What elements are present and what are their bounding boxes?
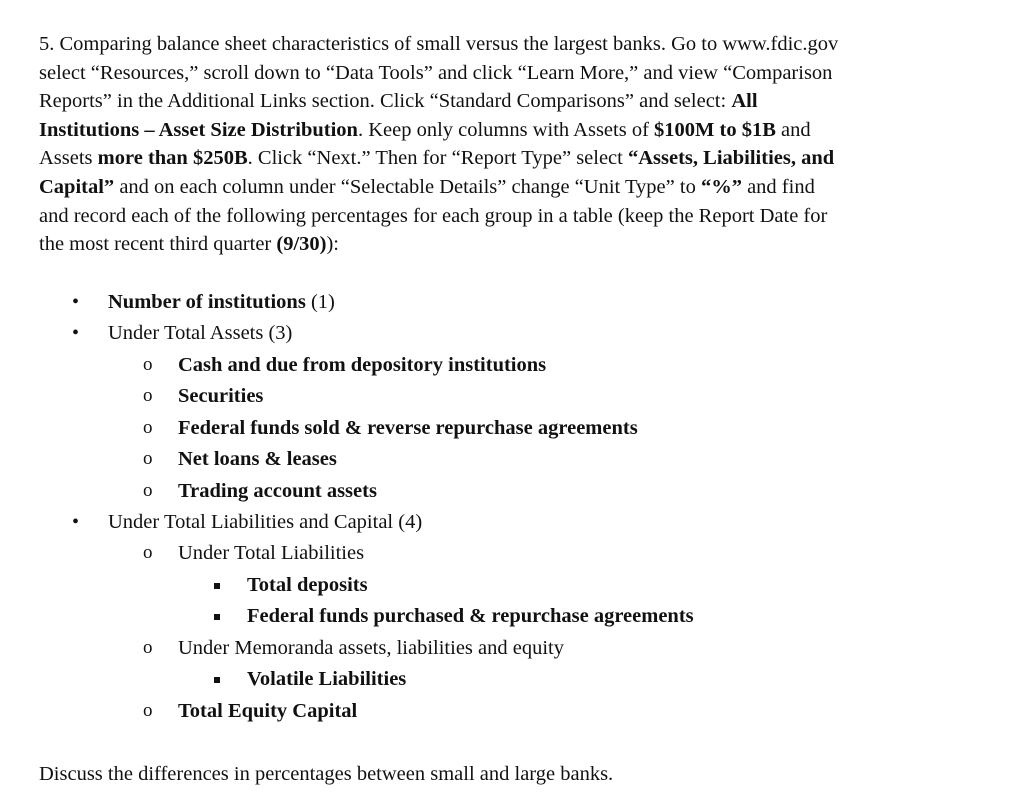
bold-text: Institutions – Asset Size Distribution (39, 118, 358, 141)
list-item-memoranda: Under Memoranda assets, liabilities and equity (178, 637, 564, 659)
text-run: and (775, 118, 811, 141)
text-run: ): (326, 233, 340, 256)
paragraph-line (39, 202, 999, 231)
list-item-total-deposits: Total deposits (247, 574, 368, 596)
list-item-liabilities-capital: Under Total Liabilities and Capital (4) (108, 511, 423, 533)
bold-text: more than $250B (97, 147, 248, 170)
text-run: . Click “Next.” Then for “Report Type” select (247, 147, 628, 170)
list-item-securities: Securities (178, 385, 264, 407)
square-marker (214, 614, 220, 620)
bullet-marker: • (72, 511, 80, 533)
list-item-volatile-liabilities: Volatile Liabilities (247, 668, 407, 690)
text-run: and on each column under “Selectable Details” change “Unit Type” to (114, 175, 701, 198)
text-run: select “Resources,” scroll down to “Data Tools” and click “Learn More,” and view “Comparison (39, 61, 833, 84)
bold-text: All (731, 90, 758, 113)
bold-text: “%” (700, 175, 742, 198)
list-item-net-loans: Net loans & leases (178, 448, 337, 470)
list-item-fed-funds-sold: Federal funds sold & reverse repurchase agreements (178, 417, 638, 439)
circle-marker: o (143, 480, 153, 501)
bullet-marker: • (72, 291, 80, 313)
list-item-fed-funds-purchased: Federal funds purchased & repurchase agreements (247, 605, 694, 627)
paragraph-line (39, 230, 999, 259)
square-marker (214, 583, 220, 589)
paragraph-line (39, 144, 999, 173)
bold-text: Capital” (39, 175, 115, 198)
paragraph-line (39, 59, 999, 88)
text-run: and find (741, 175, 815, 198)
text-run: and record each of the following percentages for each group in a table (keep the Report Date for (39, 204, 828, 227)
text-run: Assets (39, 147, 98, 170)
bold-text: (9/30) (276, 233, 327, 256)
text-run: 5. Comparing balance sheet characteristics of small versus the largest banks. Go to www.fdic.gov (39, 33, 839, 55)
circle-marker: o (143, 542, 153, 563)
circle-marker: o (143, 637, 153, 658)
list-item-cash: Cash and due from depository institutions (178, 354, 547, 376)
square-marker (214, 677, 220, 683)
bullet-marker: • (72, 322, 80, 344)
item-label: Number of institutions (108, 291, 306, 313)
paragraph-line (39, 30, 999, 59)
text-run: Reports” in the Additional Links section. Click “Standard Comparisons” and select: (39, 90, 732, 113)
bold-text: “Assets, Liabilities, and (627, 147, 835, 170)
list-item-total-equity: Total Equity Capital (178, 700, 358, 722)
list-item-number-of-institutions (108, 289, 335, 315)
list-item-total-liabilities: Under Total Liabilities (178, 542, 365, 564)
circle-marker: o (143, 354, 153, 375)
circle-marker: o (143, 385, 153, 406)
paragraph-line (39, 173, 999, 202)
item-note: (1) (305, 291, 335, 313)
circle-marker: o (143, 417, 153, 438)
list-item-trading-assets: Trading account assets (178, 480, 377, 502)
paragraph-line (39, 116, 999, 145)
text-run: the most recent third quarter (39, 233, 277, 256)
list-item-total-assets: Under Total Assets (3) (108, 322, 293, 344)
text-run: . Keep only columns with Assets of (357, 118, 655, 141)
bold-text: $100M to $1B (654, 118, 776, 141)
circle-marker: o (143, 700, 153, 721)
closing-instruction: Discuss the differences in percentages between small and large banks. (39, 763, 614, 785)
question-paragraph (39, 30, 999, 259)
paragraph-line (39, 87, 999, 116)
circle-marker: o (143, 448, 153, 469)
